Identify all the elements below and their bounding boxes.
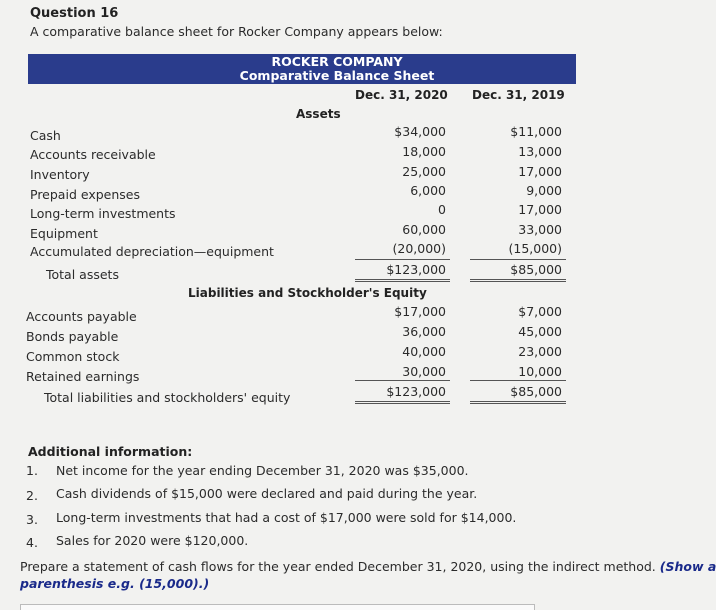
asset-value-2020: 6,000 bbox=[410, 183, 446, 198]
liability-value-2019: 23,000 bbox=[518, 344, 562, 359]
asset-label: Cash bbox=[30, 128, 61, 143]
asset-label: Inventory bbox=[30, 167, 90, 182]
asset-label: Accumulated depreciation—equipment bbox=[30, 244, 274, 259]
assets-heading: Assets bbox=[296, 107, 341, 121]
asset-label: Accounts receivable bbox=[30, 147, 156, 162]
asset-value-2019: 9,000 bbox=[526, 183, 562, 198]
asset-label: Prepaid expenses bbox=[30, 187, 140, 202]
total-assets-2019: $85,000 bbox=[510, 262, 562, 277]
note-text: Sales for 2020 were $120,000. bbox=[56, 533, 249, 548]
additional-info-title: Additional information: bbox=[28, 444, 193, 459]
note-text: Cash dividends of $15,000 were declared and paid during the year. bbox=[56, 486, 478, 501]
liability-label: Retained earnings bbox=[26, 369, 140, 384]
instructions-line2: parenthesis e.g. (15,000).) bbox=[20, 576, 210, 591]
liability-value-2020: 40,000 bbox=[402, 344, 446, 359]
liabilities-heading: Liabilities and Stockholder's Equity bbox=[188, 286, 427, 300]
instructions-emphasis: (Show a bbox=[659, 559, 716, 574]
total-double-rule bbox=[470, 279, 566, 282]
asset-value-2019: 13,000 bbox=[518, 144, 562, 159]
note-text: Net income for the year ending December 31, 2020 was $35,000. bbox=[56, 463, 469, 478]
asset-label: Equipment bbox=[30, 226, 98, 241]
asset-value-2019: $11,000 bbox=[510, 124, 562, 139]
column-header-2019: Dec. 31, 2019 bbox=[472, 88, 565, 102]
question-intro: A comparative balance sheet for Rocker Company appears below: bbox=[30, 24, 443, 39]
liability-label: Bonds payable bbox=[26, 329, 119, 344]
column-header-2020: Dec. 31, 2020 bbox=[355, 88, 448, 102]
asset-label: Long-term investments bbox=[30, 206, 176, 221]
subtotal-rule bbox=[355, 380, 450, 381]
liability-value-2019: 10,000 bbox=[518, 364, 562, 379]
total-double-rule bbox=[355, 401, 450, 404]
asset-value-2020: 60,000 bbox=[402, 222, 446, 237]
asset-value-2020: 25,000 bbox=[402, 164, 446, 179]
note-text: Long-term investments that had a cost of $17,000 were sold for $14,000. bbox=[56, 510, 517, 525]
instructions-text: Prepare a statement of cash flows for the year ended December 31, 2020, using the indirect method. bbox=[20, 559, 656, 574]
asset-value-2020: 18,000 bbox=[402, 144, 446, 159]
total-double-rule bbox=[355, 279, 450, 282]
total-liabilities-label: Total liabilities and stockholders' equity bbox=[44, 390, 291, 405]
asset-value-2020: (20,000) bbox=[392, 241, 446, 256]
answer-area-top bbox=[20, 604, 535, 610]
total-assets-2020: $123,000 bbox=[386, 262, 446, 277]
sheet-subtitle: Comparative Balance Sheet bbox=[239, 68, 435, 83]
subtotal-rule bbox=[470, 259, 566, 260]
liability-value-2020: $17,000 bbox=[394, 304, 446, 319]
liability-value-2019: 45,000 bbox=[518, 324, 562, 339]
liability-value-2020: 30,000 bbox=[402, 364, 446, 379]
liability-value-2019: $7,000 bbox=[518, 304, 562, 319]
total-assets-label: Total assets bbox=[46, 267, 119, 282]
note-number: 2. bbox=[26, 488, 38, 503]
liability-label: Common stock bbox=[26, 349, 120, 364]
total-liabilities-2020: $123,000 bbox=[386, 384, 446, 399]
asset-value-2020: 0 bbox=[438, 202, 446, 217]
note-number: 4. bbox=[26, 535, 38, 550]
total-double-rule bbox=[470, 401, 566, 404]
asset-value-2019: 17,000 bbox=[518, 202, 562, 217]
note-number: 3. bbox=[26, 512, 38, 527]
instructions bbox=[20, 559, 716, 574]
asset-value-2019: 33,000 bbox=[518, 222, 562, 237]
asset-value-2019: 17,000 bbox=[518, 164, 562, 179]
note-number: 1. bbox=[26, 463, 38, 478]
liability-value-2020: 36,000 bbox=[402, 324, 446, 339]
question-title: Question 16 bbox=[30, 6, 119, 21]
asset-value-2020: $34,000 bbox=[394, 124, 446, 139]
asset-value-2019: (15,000) bbox=[508, 241, 562, 256]
subtotal-rule bbox=[470, 380, 566, 381]
total-liabilities-2019: $85,000 bbox=[510, 384, 562, 399]
company-name: ROCKER COMPANY bbox=[271, 54, 403, 69]
liability-label: Accounts payable bbox=[26, 309, 137, 324]
subtotal-rule bbox=[355, 259, 450, 260]
